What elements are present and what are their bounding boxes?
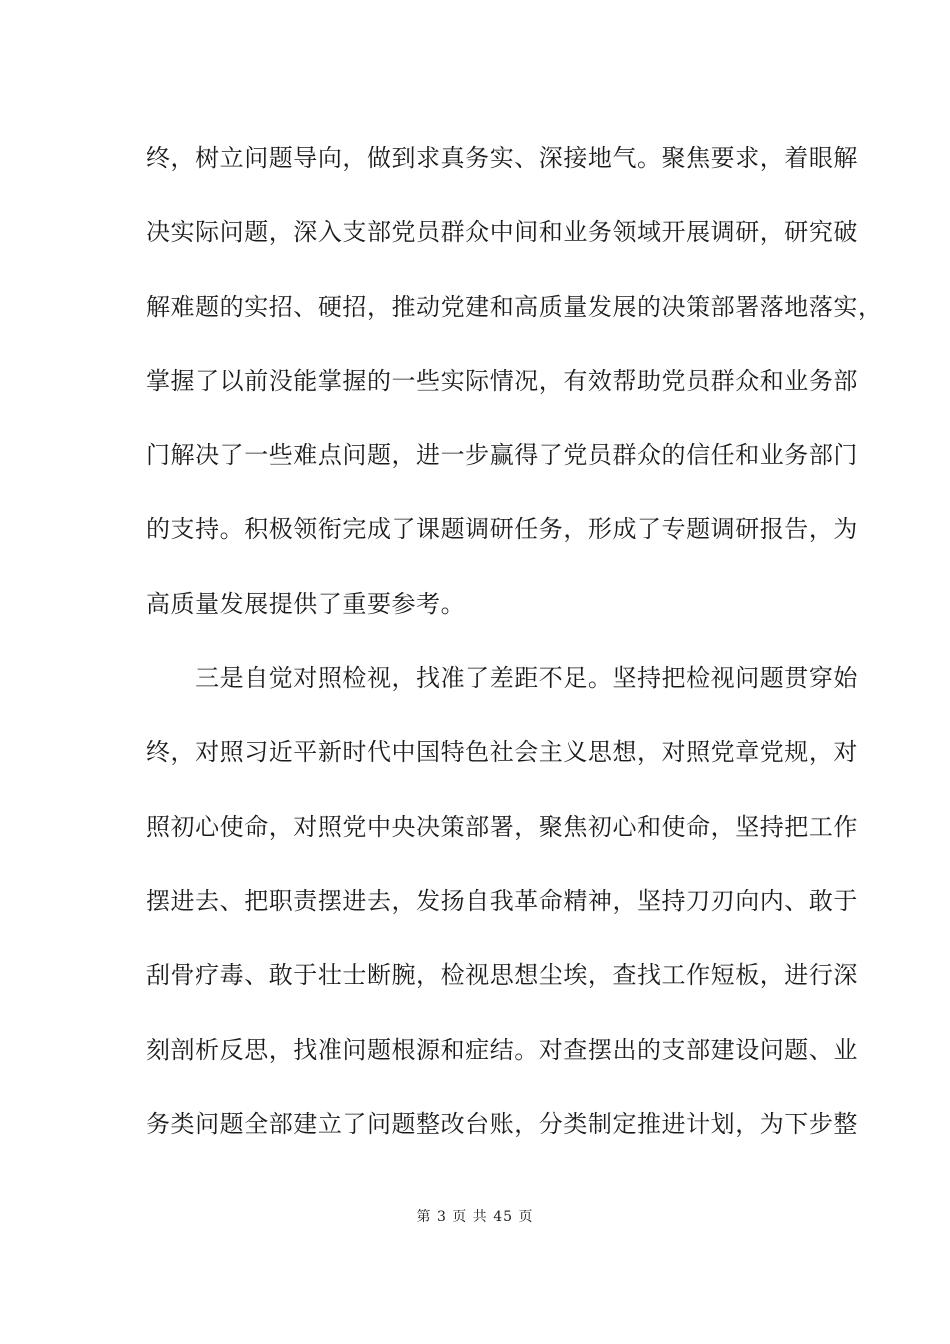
text-line: 高质量发展提供了重要参考。 bbox=[146, 589, 466, 618]
text-line: 掌握了以前没能掌握的一些实际情况，有效帮助党员群众和业务部 bbox=[146, 366, 858, 395]
paragraph-start-line: 三是自觉对照检视，找准了差距不足。坚持把检视问题贯穿始 bbox=[146, 664, 858, 693]
text-line: 门解决了一些难点问题，进一步赢得了党员群众的信任和业务部门 bbox=[146, 441, 858, 470]
text-line: 的支持。积极领衔完成了课题调研任务，形成了专题调研报告，为 bbox=[146, 515, 858, 544]
text-line: 终，对照习近平新时代中国特色社会主义思想，对照党章党规，对 bbox=[146, 738, 858, 767]
text-line: 终，树立问题导向，做到求真务实、深接地气。聚焦要求，着眼解 bbox=[146, 144, 858, 172]
body-text bbox=[146, 134, 883, 1174]
text-line: 刮骨疗毒、敢于壮士断腕，检视思想尘埃，查找工作短板，进行深 bbox=[146, 961, 858, 990]
text-line: 解难题的实招、硬招，推动党建和高质量发展的决策部署落地落实， bbox=[146, 292, 883, 321]
page-number-footer: 第 3 页 共 45 页 bbox=[416, 1209, 534, 1225]
text-line: 务类问题全部建立了问题整改台账，分类制定推进计划，为下步整 bbox=[146, 1109, 858, 1138]
text-line: 决实际问题，深入支部党员群众中间和业务领域开展调研，研究破 bbox=[146, 218, 858, 247]
text-line: 刻剖析反思，找准问题根源和症结。对查摆出的支部建设问题、业 bbox=[146, 1035, 858, 1064]
text-line: 照初心使命，对照党中央决策部署，聚焦初心和使命，坚持把工作 bbox=[146, 812, 858, 841]
text-line: 摆进去、把职责摆进去，发扬自我革命精神，坚持刀刃向内、敢于 bbox=[146, 886, 858, 915]
